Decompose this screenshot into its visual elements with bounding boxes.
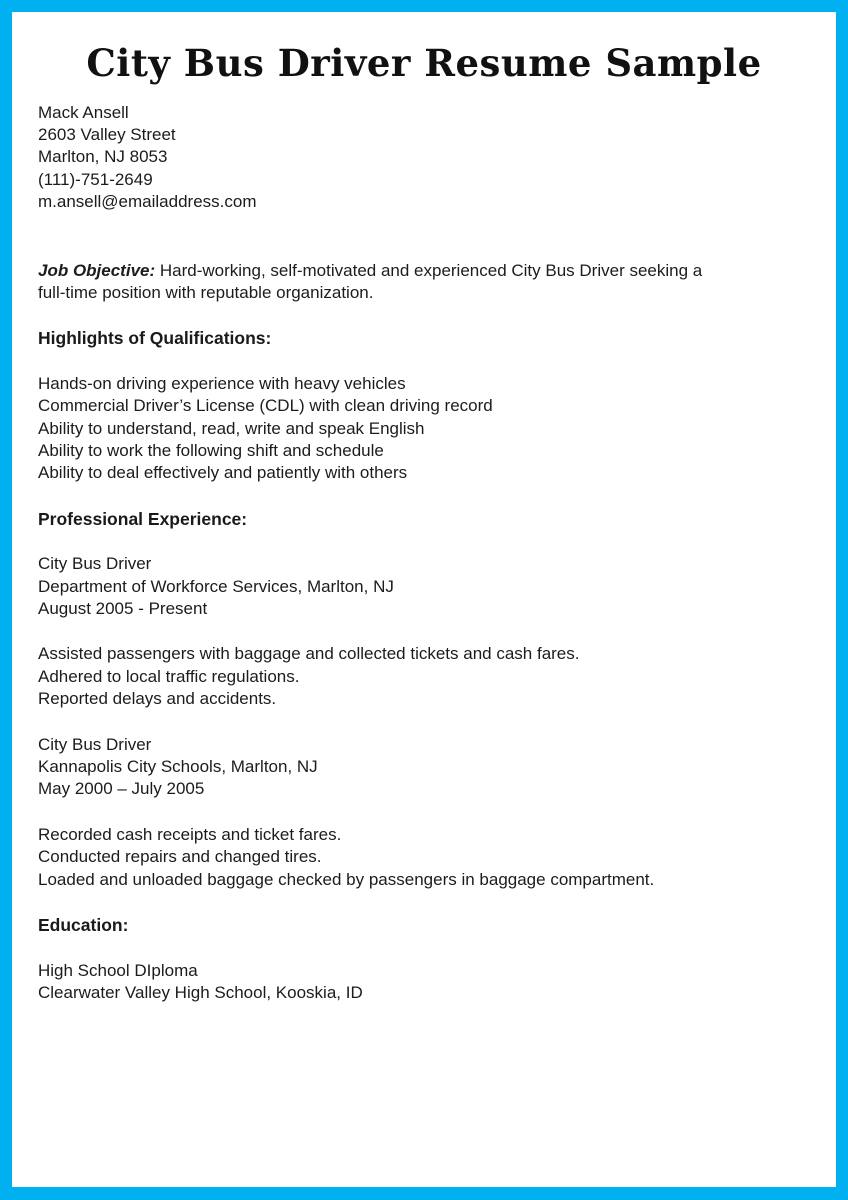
job-duty: Assisted passengers with baggage and collected tickets and cash fares. [38, 644, 580, 664]
qualification-item: Commercial Driver’s License (CDL) with clean driving record [38, 396, 493, 416]
job-duties-list [38, 643, 810, 710]
page-title: City Bus Driver Resume Sample [86, 41, 762, 85]
job-title: City Bus Driver [38, 554, 152, 574]
education-degree: High School DIploma [38, 960, 198, 980]
job-duty: Recorded cash receipts and ticket fares. [38, 824, 342, 844]
job-objective-paragraph [38, 260, 733, 305]
qualification-item: Ability to deal effectively and patiently with others [38, 463, 408, 483]
education-block [38, 960, 810, 1005]
contact-name: Mack Ansell [38, 102, 129, 122]
section-heading-education: Education: [38, 915, 129, 936]
job-duty: Loaded and unloaded baggage checked by passengers in baggage compartment. [38, 869, 655, 889]
contact-city: Marlton, NJ 8053 [38, 147, 168, 167]
section-heading-experience: Professional Experience: [38, 508, 248, 529]
job-duty: Reported delays and accidents. [38, 689, 277, 709]
contact-block [38, 102, 810, 214]
job-employer: Kannapolis City Schools, Marlton, NJ [38, 757, 318, 777]
job-duty: Conducted repairs and changed tires. [38, 847, 322, 867]
qualification-item: Hands-on driving experience with heavy vehicles [38, 373, 406, 393]
contact-street: 2603 Valley Street [38, 124, 176, 144]
job-entry-header [38, 553, 810, 620]
job-objective-label: Job Objective: [38, 260, 156, 280]
job-duty: Adhered to local traffic regulations. [38, 666, 300, 686]
qualification-item: Ability to work the following shift and schedule [38, 441, 384, 461]
job-employer: Department of Workforce Services, Marlton, NJ [38, 576, 394, 596]
job-title: City Bus Driver [38, 734, 152, 754]
contact-email: m.ansell@emailaddress.com [38, 192, 257, 212]
section-heading-qualifications: Highlights of Qualifications: [38, 328, 272, 349]
education-school: Clearwater Valley High School, Kooskia, ID [38, 982, 363, 1002]
qualification-item: Ability to understand, read, write and speak English [38, 418, 425, 438]
resume-document [12, 12, 836, 1187]
job-duties-list [38, 824, 810, 891]
qualifications-list [38, 373, 810, 485]
contact-phone: (111)-751-2649 [38, 169, 153, 189]
job-objective-text: Hard-working, self-motivated and experienced City Bus Driver seeking a full-time position with reputable organization. [38, 260, 703, 302]
job-dates: May 2000 – July 2005 [38, 779, 205, 799]
job-entry-header [38, 734, 810, 801]
job-dates: August 2005 - Present [38, 599, 208, 619]
